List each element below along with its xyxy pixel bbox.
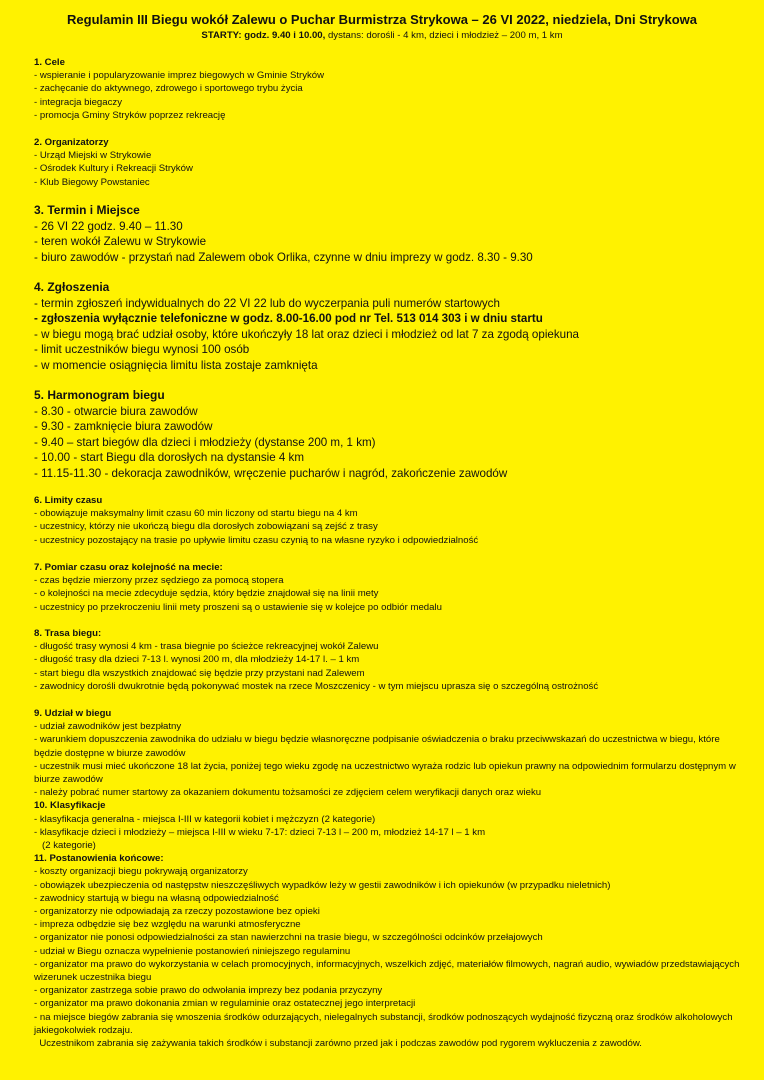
section-line: - na miejsce biegów zabrania się wnoszenia środków odurzających, nielegalnych substancji, środków podnoszących wydajność fizyczną oraz środków alkoholowych jakiegokolwiek rodzaju. bbox=[34, 1011, 733, 1036]
section-line: - obowiązuje maksymalny limit czasu 60 min liczony od startu biegu na 4 km bbox=[34, 508, 358, 520]
section-heading: 3. Termin i Miejsce bbox=[34, 203, 140, 217]
section-line: - w momencie osiągnięcia limitu lista zostaje zamknięta bbox=[34, 358, 318, 372]
section-line: - integracja biegaczy bbox=[34, 96, 122, 108]
section-line: - impreza odbędzie się bez względu na warunki atmosferyczne bbox=[34, 919, 301, 931]
section-line: - teren wokół Zalewu w Strykowie bbox=[34, 235, 207, 249]
section-line: - uczestnicy po przekroczeniu linii mety proszeni są o ustawienie się w kolejce po odbiór medalu bbox=[34, 601, 442, 613]
section-heading: 1. Cele bbox=[34, 57, 65, 68]
section-line: - wspieranie i popularyzowanie imprez biegowych w Gminie Stryków bbox=[34, 70, 325, 82]
section-line: - czas będzie mierzony przez sędziego za pomocą stopera bbox=[34, 575, 284, 587]
section-line: (2 kategorie) bbox=[34, 840, 96, 852]
section-registration bbox=[34, 280, 746, 374]
section-line: - o kolejności na mecie zdecyduje sędzia, który będzie znajdował się na linii mety bbox=[34, 588, 379, 600]
section-line: - długość trasy wynosi 4 km - trasa biegnie po ścieżce rekreacyjnej wokół Zalewu bbox=[34, 641, 379, 653]
section-line: - zawodnicy startują w biegu na własną odpowiedzialność bbox=[34, 892, 279, 904]
section-schedule bbox=[34, 388, 746, 482]
section-heading: 7. Pomiar czasu oraz kolejność na mecie: bbox=[34, 562, 223, 573]
section-line: - w biegu mogą brać udział osoby, które ukończyły 18 lat oraz dzieci i młodzież od lat 7 za zgodą opiekuna bbox=[34, 327, 579, 341]
section-heading: 5. Harmonogram biegu bbox=[34, 388, 165, 402]
section-line: - zachęcanie do aktywnego, zdrowego i sportowego trybu życia bbox=[34, 83, 303, 95]
section-line: - biuro zawodów - przystań nad Zalewem obok Orlika, czynne w dniu imprezy w godz. 8.30 - 9.30 bbox=[34, 250, 533, 264]
section-line: - klasyfikacja generalna - miejsca I-III w kategorii kobiet i mężczyzn (2 kategorie) bbox=[34, 813, 376, 825]
section-heading: 10. Klasyfikacje bbox=[34, 800, 106, 812]
section-heading: 8. Trasa biegu: bbox=[34, 628, 102, 639]
section-line: - Urząd Miejski w Strykowie bbox=[34, 150, 152, 162]
section-line: - Ośrodek Kultury i Rekreacji Stryków bbox=[34, 163, 193, 175]
starts-info bbox=[0, 30, 764, 41]
section-line: - klasyfikacje dzieci i młodzieży – miejsca I-III w wieku 7-17: dzieci 7-13 l – 200 m, młodzież 14-17 l – 1 km bbox=[34, 826, 486, 838]
section-line: Uczestnikom zabrania się zażywania takich środków i substancji zarówno przed jak i podczas zawodów pod rygorem wykluczenia z zawodów. bbox=[34, 1038, 642, 1050]
page-title: Regulamin III Biegu wokół Zalewu o Puchar Burmistrza Strykowa – 26 VI 2022, niedziela, Dni Strykowa bbox=[67, 12, 697, 27]
section-line: - organizatorzy nie odpowiadają za rzeczy pozostawione bez opieki bbox=[34, 906, 320, 918]
section-line: - obowiązek ubezpieczenia od następstw nieszczęśliwych wypadków leży w gestii zawodników i ich opiekunów (w przypadku nieletnich) bbox=[34, 879, 611, 891]
section-line: - długość trasy dla dzieci 7-13 l. wynosi 200 m, dla młodzieży 14-17 l. – 1 km bbox=[34, 654, 360, 666]
section-line: - termin zgłoszeń indywidualnych do 22 VI 22 lub do wyczerpania puli numerów startowych bbox=[34, 296, 500, 310]
section-line: - 11.15-11.30 - dekoracja zawodników, wręczenie pucharów i nagród, zakończenie zawodów bbox=[34, 466, 508, 480]
section-line: - promocja Gminy Stryków poprzez rekreację bbox=[34, 109, 226, 121]
section-time-limits bbox=[34, 494, 746, 547]
section-line: - zawodnicy dorośli dwukrotnie będą pokonywać mostek na rzece Moszczenicy - w tym miejscu uprasza się o szczególną ostrożność bbox=[34, 680, 599, 692]
section-line: - 10.00 - start Biegu dla dorosłych na dystansie 4 km bbox=[34, 451, 305, 465]
section-route bbox=[34, 627, 746, 693]
section-participation bbox=[34, 707, 746, 1050]
section-timing bbox=[34, 561, 746, 614]
section-line: - limit uczestników biegu wynosi 100 osób bbox=[34, 343, 250, 357]
starts-label: STARTY: godz. 9.40 i 10.00, bbox=[201, 30, 326, 41]
section-heading: 2. Organizatorzy bbox=[34, 137, 109, 148]
section-line: - organizator zastrzega sobie prawo do odwołania imprezy bez podania przyczyny bbox=[34, 985, 383, 997]
section-organizers bbox=[34, 136, 746, 189]
section-line: - uczestnicy pozostający na trasie po upływie limitu czasu czynią to na własne ryzyko i odpowiedzialność bbox=[34, 534, 479, 546]
section-heading: 6. Limity czasu bbox=[34, 495, 103, 506]
section-line: - koszty organizacji biegu pokrywają organizatorzy bbox=[34, 866, 248, 878]
section-line: - uczestnik musi mieć ukończone 18 lat życia, poniżej tego wieku zgodę na uczestnictwo wyraża rodzic lub opiekun prawny na odpowiednim formularzu dostępnym w biurze zawodów bbox=[34, 760, 736, 786]
section-line: - 9.40 – start biegów dla dzieci i młodzieży (dystanse 200 m, 1 km) bbox=[34, 435, 376, 449]
section-line-phone: - zgłoszenia wyłącznie telefoniczne w godz. 8.00-16.00 pod nr Tel. 513 014 303 i w dniu startu bbox=[34, 312, 543, 326]
section-line: - 8.30 - otwarcie biura zawodów bbox=[34, 404, 198, 418]
section-date-place bbox=[34, 203, 746, 265]
section-line: - 26 VI 22 godz. 9.40 – 11.30 bbox=[34, 219, 183, 233]
section-line: - organizator nie ponosi odpowiedzialności za stan nawierzchni na trasie biegu, w szczególności odcinków przełajowych bbox=[34, 932, 543, 944]
section-line: - start biegu dla wszystkich znajdować się będzie przy przystani nad Zalewem bbox=[34, 667, 365, 679]
section-line: - Klub Biegowy Powstaniec bbox=[34, 176, 150, 188]
section-heading: 9. Udział w biegu bbox=[34, 708, 112, 719]
section-line: - uczestnicy, którzy nie ukończą biegu dla dorosłych zobowiązani są zejść z trasy bbox=[34, 521, 378, 533]
section-line: - organizator ma prawo do wykorzystania w celach promocyjnych, informacyjnych, wszelkich zdjęć, materiałów filmowych, nagrań audio, wywiadów przedstawiających wizerunek uczestnika biegu bbox=[34, 958, 740, 984]
starts-distances: dystans: dorośli - 4 km, dzieci i młodzież – 200 m, 1 km bbox=[325, 30, 563, 41]
section-line: - 9.30 - zamknięcie biura zawodów bbox=[34, 420, 213, 434]
section-heading: 4. Zgłoszenia bbox=[34, 280, 110, 294]
section-goals bbox=[34, 56, 746, 122]
section-line: - udział w Biegu oznacza wypełnienie postanowień niniejszego regulaminu bbox=[34, 945, 351, 957]
section-heading: 11. Postanowienia końcowe: bbox=[34, 853, 164, 865]
section-line: - organizator ma prawo dokonania zmian w regulaminie oraz ostatecznej jego interpretacji bbox=[34, 998, 416, 1010]
section-line: - należy pobrać numer startowy za okazaniem dokumentu tożsamości ze zdjęciem celem weryfikacji danych oraz wieku bbox=[34, 787, 542, 799]
section-line: - warunkiem dopuszczenia zawodnika do udziału w biegu będzie własnoręczne podpisanie oświadczenia o braku przeciwwskazań do uczestnictwa w biegu, które będzie dostępne w biurze zawodów bbox=[34, 734, 720, 759]
section-line: - udział zawodników jest bezpłatny bbox=[34, 721, 182, 733]
